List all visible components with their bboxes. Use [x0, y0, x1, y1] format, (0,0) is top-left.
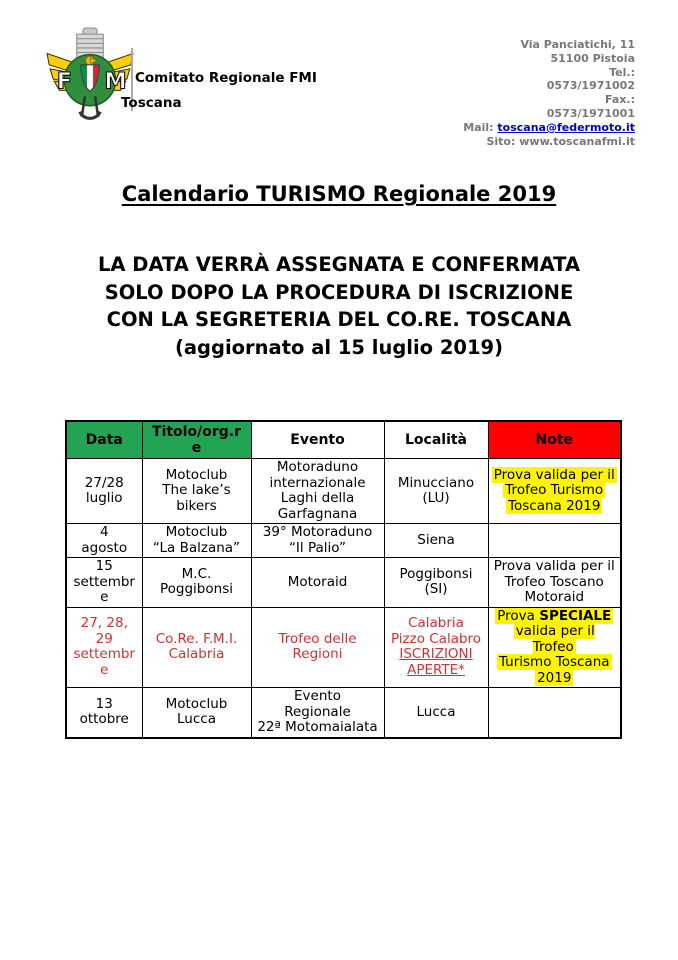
table-row	[66, 558, 621, 608]
cell-data: 27/28 luglio	[66, 459, 142, 524]
sito-label: Sito:	[486, 134, 516, 148]
events-table	[65, 420, 622, 739]
cell-data: 4 agosto	[66, 524, 142, 558]
cell-data: 15 settembr e	[66, 558, 142, 608]
mail-label: Mail:	[463, 120, 494, 134]
tel-number: 0573/1971002	[546, 79, 635, 93]
column-header: Note	[488, 421, 621, 459]
column-header: Località	[384, 421, 488, 459]
cell-titolo: Co.Re. F.M.I. Calabria	[142, 607, 251, 688]
cell-note: Prova valida per il Trofeo Toscano Motoraid	[488, 558, 621, 608]
table-row	[66, 524, 621, 558]
table-header-row	[66, 421, 621, 459]
table-row	[66, 607, 621, 688]
cell-evento: Evento Regionale 22ª Motomaialata	[251, 688, 384, 738]
cell-localita: Lucca	[384, 688, 488, 738]
mail-line	[463, 121, 635, 135]
cell-note: Prova SPECIALE valida per il Trofeo Turismo Toscana 2019	[488, 607, 621, 688]
tel-label: Tel.:	[609, 65, 635, 79]
letter-m: M	[104, 68, 127, 95]
cell-data: 27, 28, 29 settembr e	[66, 607, 142, 688]
fax-number: 0573/1971001	[546, 106, 635, 120]
cell-data: 13 ottobre	[66, 688, 142, 738]
statement-line-3: CON LA SEGRETERIA DEL CO.RE. TOSCANA	[106, 308, 572, 331]
column-header: Titolo/org.r e	[142, 421, 251, 459]
address-line-2: 51100 Pistoia	[550, 51, 635, 65]
org-name: Comitato Regionale FMI	[135, 70, 317, 86]
address-line-1: Via Panciatichi, 11	[520, 38, 635, 51]
letter-f: F	[56, 68, 73, 95]
statement-line-1: LA DATA VERRÀ ASSEGNATA E CONFERMATA	[97, 253, 581, 276]
cell-note: Prova valida per il Trofeo Turismo Toscana 2019	[488, 459, 621, 524]
cell-localita: Calabria Pizzo Calabro ISCRIZIONI APERTE*	[384, 607, 488, 688]
fax-label: Fax.:	[605, 93, 635, 107]
statement	[0, 251, 678, 361]
cell-localita: Minucciano (LU)	[384, 459, 488, 524]
cell-evento: Trofeo delle Regioni	[251, 607, 384, 688]
email-link[interactable]: toscana@federmoto.it	[497, 120, 635, 134]
cell-evento: 39° Motoraduno “Il Palio”	[251, 524, 384, 558]
column-header: Evento	[251, 421, 384, 459]
column-header: Data	[66, 421, 142, 459]
cylinder-icon	[77, 28, 104, 58]
statement-line-4: (aggiornato al 15 luglio 2019)	[174, 335, 504, 359]
cell-titolo: Motoclub Lucca	[142, 688, 251, 738]
cell-localita: Siena	[384, 524, 488, 558]
cell-titolo: Motoclub “La Balzana”	[142, 524, 251, 558]
table-row	[66, 459, 621, 524]
cell-titolo: M.C. Poggibonsi	[142, 558, 251, 608]
table-row	[66, 688, 621, 738]
contact-block	[463, 38, 635, 148]
cell-note	[488, 524, 621, 558]
statement-line-2: SOLO DOPO LA PROCEDURA DI ISCRIZIONE	[104, 280, 574, 304]
cell-titolo: Motoclub The lake’s bikers	[142, 459, 251, 524]
sito-line	[463, 135, 635, 149]
cell-note	[488, 688, 621, 738]
sito-value: www.toscanafmi.it	[519, 134, 635, 148]
cell-localita: Poggibonsi (SI)	[384, 558, 488, 608]
cell-evento: Motoraduno internazionale Laghi della Garfagnana	[251, 459, 384, 524]
cell-evento: Motoraid	[251, 558, 384, 608]
page-title: Calendario TURISMO Regionale 2019	[121, 182, 557, 206]
org-region: Toscana	[121, 95, 182, 111]
